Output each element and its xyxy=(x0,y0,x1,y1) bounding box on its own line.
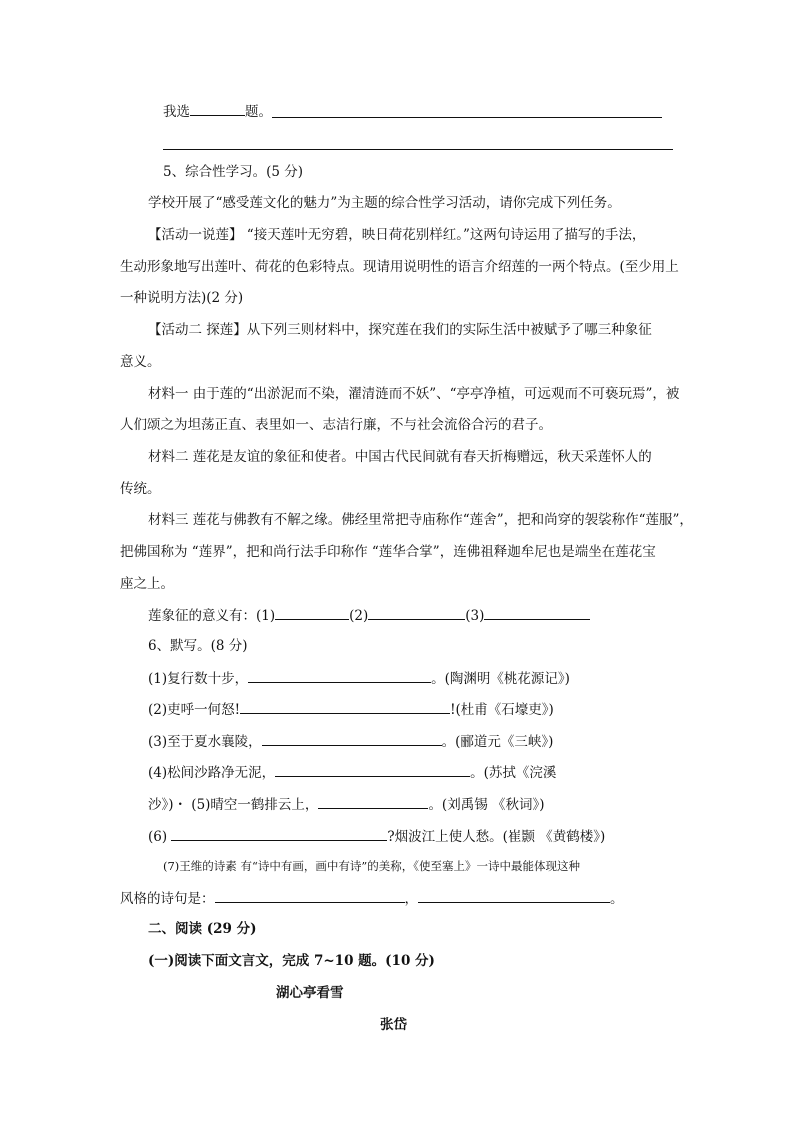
dictation-6-source: ?烟波江上使人愁。(崔颢 《黄鹤楼》) xyxy=(387,829,606,845)
dictation-line-7 xyxy=(120,888,624,909)
select-suffix: 题。 xyxy=(245,104,272,120)
material3-line2: 把佛国称为 “莲界”，把和尚行法手印称作 “莲华合掌”，连佛祖释迦牟尼也是端坐在莲花宝 xyxy=(120,544,656,560)
symbol-num-3: (3) xyxy=(465,608,485,624)
select-question-line xyxy=(163,101,272,122)
dictation-7-comma: ， xyxy=(404,891,418,907)
dictation-1-prompt: (1)复行数十步， xyxy=(148,671,249,687)
dictation-line-5 xyxy=(148,794,545,815)
dictation-line-4 xyxy=(148,762,556,783)
dictation-line-6 xyxy=(148,826,605,847)
answer-line-2[interactable] xyxy=(163,149,673,150)
dictation-4-source: 。(苏拭《浣溪 xyxy=(470,765,557,781)
dictation-7-prompt: 风格的诗句是： xyxy=(120,891,215,907)
dictation-6-prompt: (6) xyxy=(148,829,172,845)
dictation-blank-2[interactable] xyxy=(240,699,450,714)
activity1-line1: 【活动一说莲】 “接天莲叶无穷碧，映日荷花别样红。”这两句诗运用了描写的手法， xyxy=(148,227,646,243)
material1-line2: 人们颂之为坦荡正直、表里如一、志洁行廉，不与社会流俗合污的君子。 xyxy=(120,417,552,433)
dictation-3-source: 。(郦道元《三峡》) xyxy=(441,734,554,750)
activity1-line2: 生动形象地写出莲叶、荷花的色彩特点。现请用说明性的语言介绍莲的一两个特点。(至少用上 xyxy=(120,259,679,275)
dictation-blank-4[interactable] xyxy=(275,762,470,777)
dictation-blank-7b[interactable] xyxy=(418,888,610,903)
material3-line1: 材料三 莲花与佛教有不解之缘。佛经里常把寺庙称作“莲舍”，把和尚穿的袈裟称作“莲服”， xyxy=(148,512,693,528)
dictation-5-prompt: 沙》)・ (5)晴空一鹤排云上， xyxy=(148,797,319,813)
material2-line1: 材料二 莲花是友谊的象征和使者。中国古代民间就有春天折梅赠远，秋天采莲怀人的 xyxy=(148,449,652,465)
symbol-num-2: (2) xyxy=(349,608,369,624)
dictation-1-source: 。(陶渊明《桃花源记》) xyxy=(431,671,570,687)
dictation-line-3 xyxy=(148,731,553,752)
dictation-2-prompt: (2)吏呼一何怒! xyxy=(148,702,241,718)
dictation-blank-7a[interactable] xyxy=(215,888,405,903)
reading-subsection-title: (一)阅读下面文言文，完成 7~10 题。(10 分) xyxy=(148,953,435,969)
q6-header: 6、默写。(8 分) xyxy=(148,638,248,654)
symbol-blank-1[interactable] xyxy=(275,605,349,620)
material2-line2: 传统。 xyxy=(120,481,161,497)
passage-author: 张岱 xyxy=(380,1017,407,1033)
material1-line1: 材料一 由于莲的“出淤泥而不染，濯清涟而不妖”、“亭亭净植，可远观而不可亵玩焉”，被 xyxy=(148,386,680,402)
dictation-blank-3[interactable] xyxy=(262,731,442,746)
symbol-blank-3[interactable] xyxy=(484,605,590,620)
dictation-5-source: 。(刘禹锡 《秋词》) xyxy=(428,797,545,813)
dictation-blank-6[interactable] xyxy=(171,826,387,841)
symbol-meaning-line xyxy=(148,605,590,626)
material3-line3: 座之上。 xyxy=(120,576,174,592)
activity2-line2: 意义。 xyxy=(120,354,161,370)
reading-section-title: 二、阅读 (29 分) xyxy=(148,921,257,937)
dictation-2-source: !(杜甫《石壕吏》) xyxy=(450,702,554,718)
dictation-4-prompt: (4)松间沙路净无泥， xyxy=(148,765,276,781)
symbol-num-1: (1) xyxy=(256,608,276,624)
dictation-blank-5[interactable] xyxy=(318,794,428,809)
dictation-line-1 xyxy=(148,668,570,689)
symbol-label: 莲象征的意义有： xyxy=(148,608,256,624)
dictation-line-2 xyxy=(148,699,554,720)
select-prefix: 我选 xyxy=(163,104,190,120)
q5-intro: 学校开展了“感受莲文化的魅力”为主题的综合性学习活动，请你完成下列任务。 xyxy=(148,195,621,211)
dictation-7-end: 。 xyxy=(610,891,624,907)
dictation-3-prompt: (3)至于夏水襄陵， xyxy=(148,734,262,750)
dictation-7-line1: (7)王维的诗素 有“诗中有画，画中有诗”的美称，《使至塞上》一诗中最能体现这种 xyxy=(163,859,580,873)
passage-title: 湖心亭看雪 xyxy=(276,985,344,1001)
symbol-blank-2[interactable] xyxy=(368,605,465,620)
answer-line-1[interactable] xyxy=(272,117,662,118)
activity1-line3: 一种说明方法)(2 分) xyxy=(120,290,244,306)
q5-header: 5、综合性学习。(5 分) xyxy=(163,164,304,180)
dictation-blank-1[interactable] xyxy=(248,668,431,683)
activity2-line1: 【活动二 探莲】从下列三则材料中，探究莲在我们的实际生活中被赋予了哪三种象征 xyxy=(148,322,652,338)
question-number-blank[interactable] xyxy=(190,101,245,116)
